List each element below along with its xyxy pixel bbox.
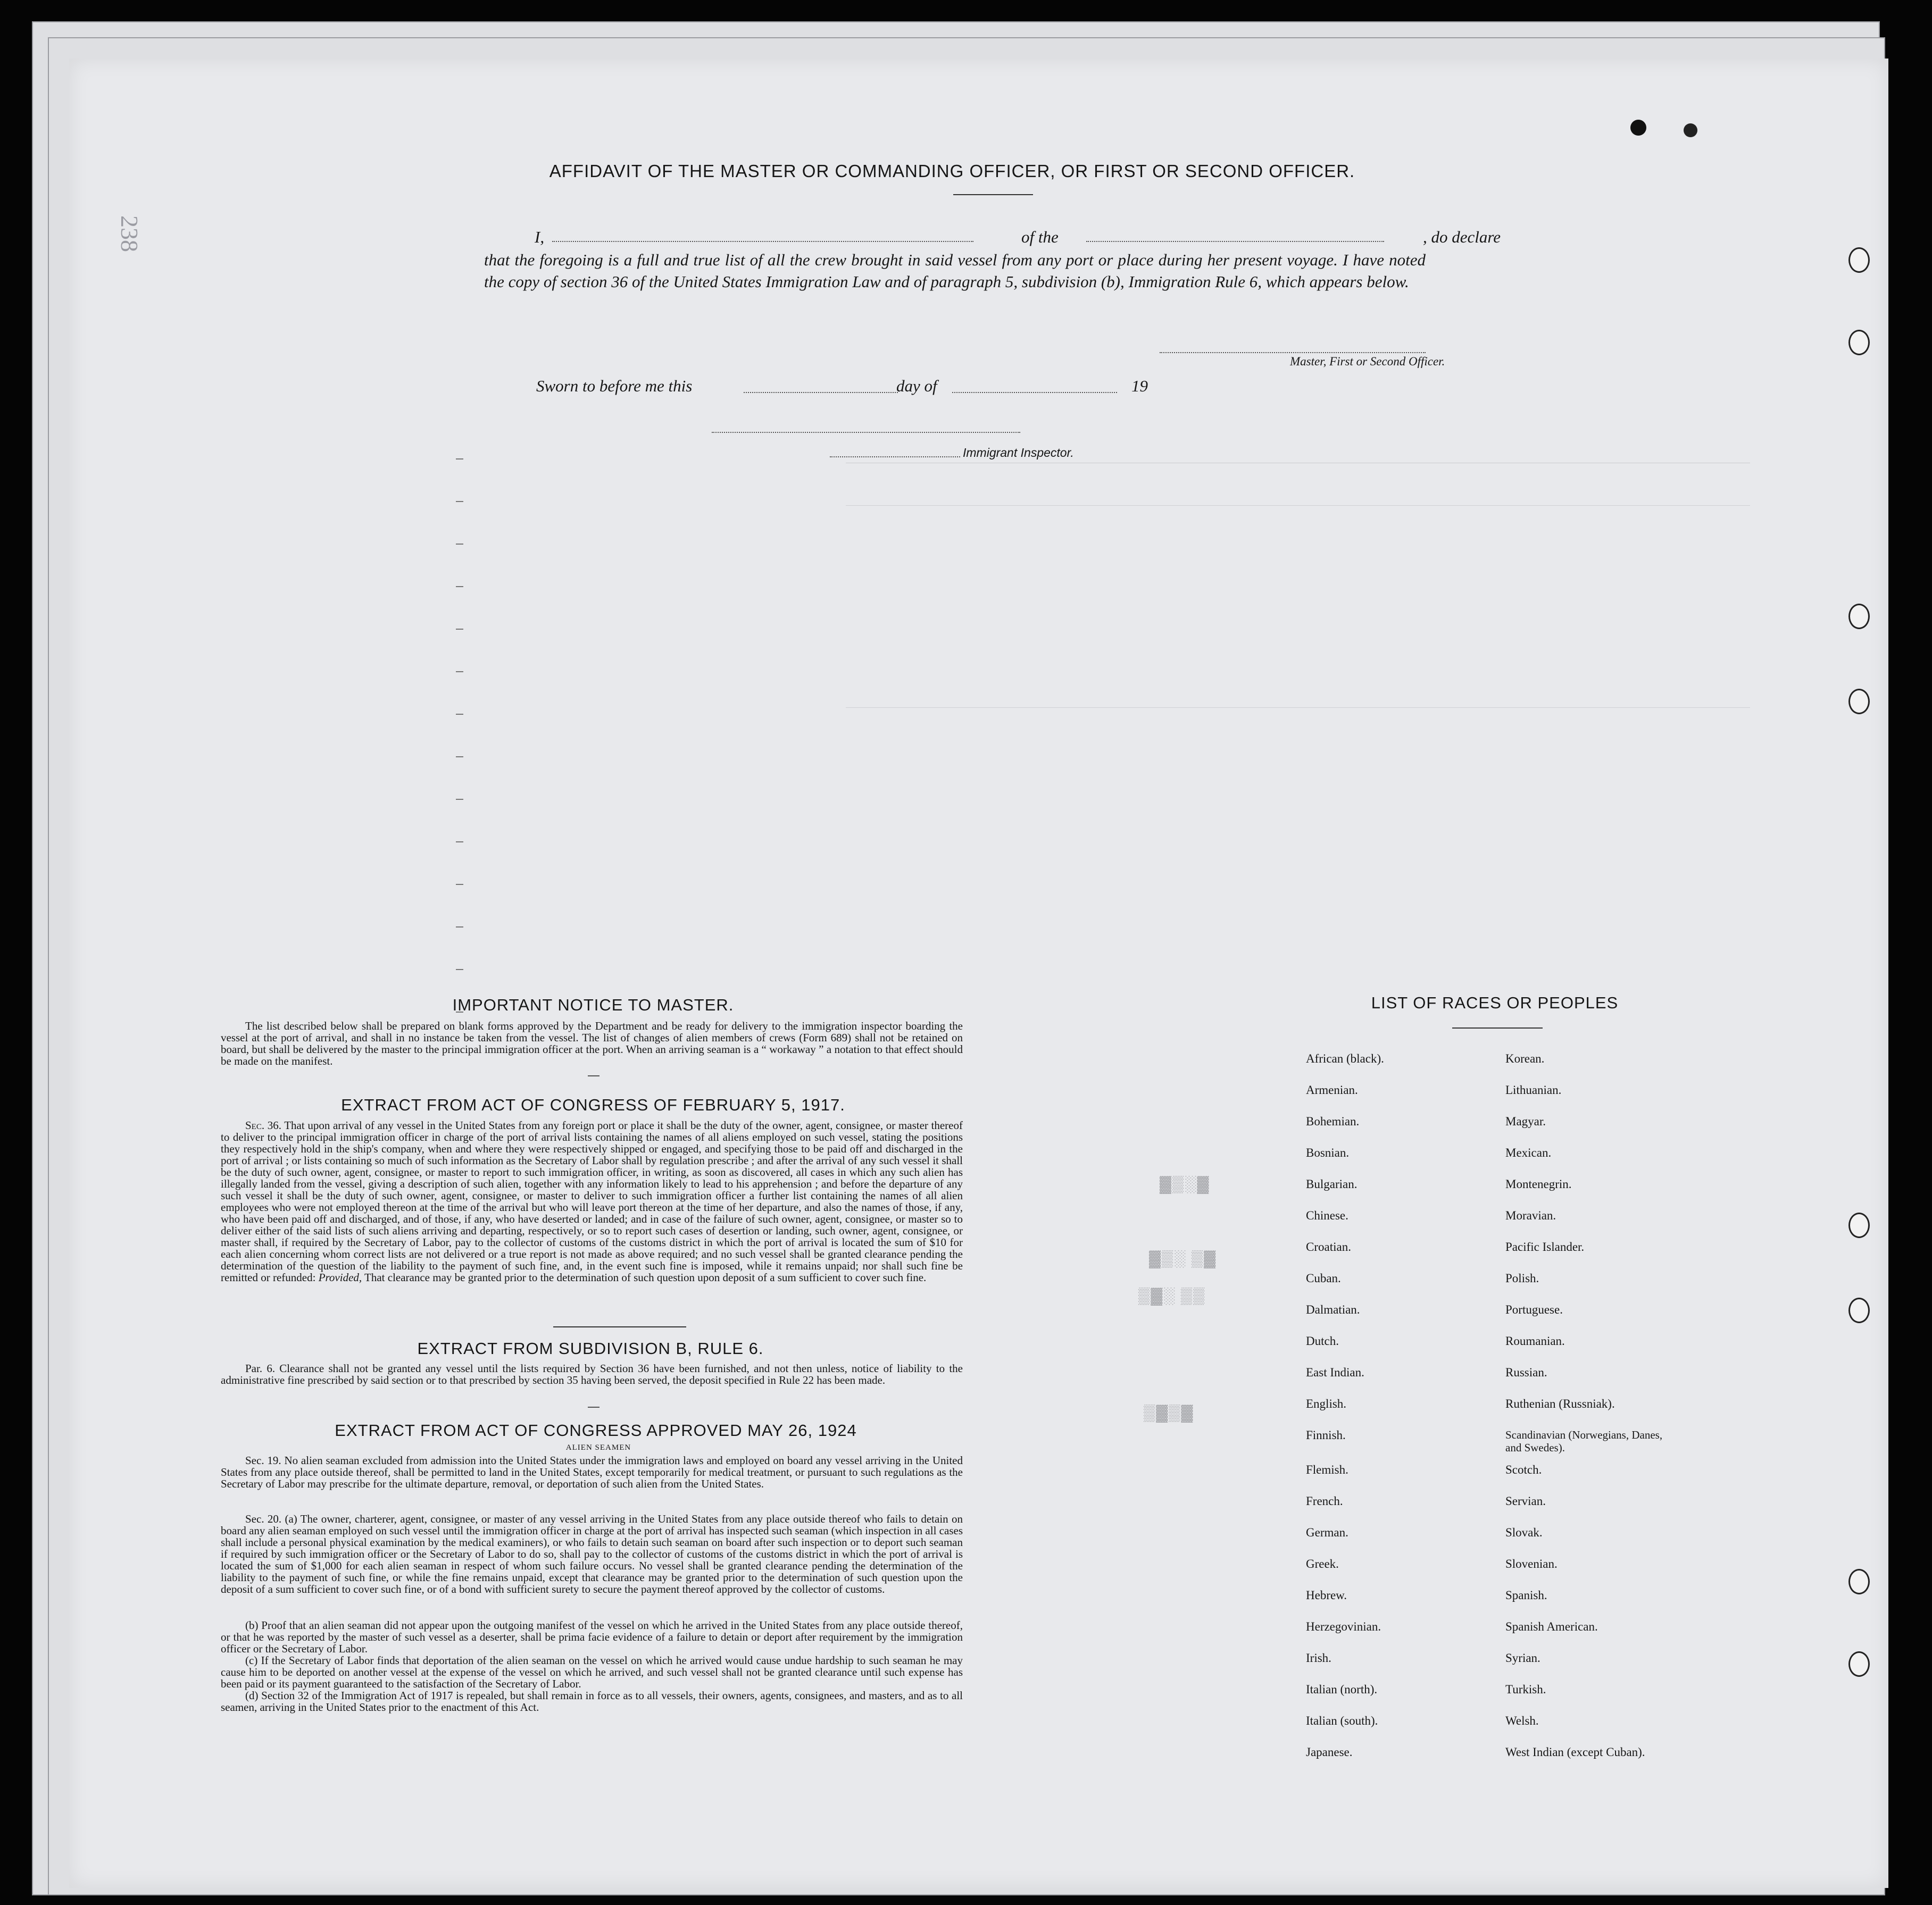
sworn-day-blank[interactable] [744,392,898,393]
margin-tick [456,884,463,885]
race-item: Mexican. [1505,1146,1552,1159]
extract-rule6-body: Par. 6. Clearance shall not be granted any vessel until the lists required by Section 36 have been furnished, and not then unless, notice of liability to the administrative fine prescribed by said section or to that prescribed by section 35 having been served, the deposit specified in Rule 22 has been made. [221,1362,963,1386]
inspector-dotted-leader [830,456,960,457]
sworn-text: Sworn to before me this [536,377,693,395]
sec20d-body: (d) Section 32 of the Immigration Act of 1917 is repealed, but shall remain in force as to all vessels, their owners, agents, consignees, and masters, and as to all seamen, arriving in the United States prior to the enactment of this Act. [221,1689,963,1714]
margin-tick [456,714,463,715]
binder-hole [1848,604,1870,629]
race-item: Chinese. [1306,1209,1348,1222]
document-page [69,59,1888,1888]
binder-hole [1848,1569,1870,1594]
race-item: Pacific Islander. [1505,1240,1585,1254]
margin-tick [456,969,463,970]
title-underline [953,194,1033,195]
margin-tick [456,501,463,502]
sec36-label: Sec. 36. [245,1119,281,1132]
affidavit-declare: , do declare [1423,228,1501,246]
race-item: Montenegrin. [1505,1177,1572,1191]
race-item: Greek. [1306,1557,1339,1570]
margin-tick [456,756,463,757]
race-item: German. [1306,1526,1348,1539]
races-title-underline [1452,1027,1543,1029]
race-item: Slovak. [1505,1526,1543,1539]
race-item: West Indian (except Cuban). [1505,1745,1645,1759]
year-prefix: 19 [1131,377,1148,395]
vessel-blank[interactable] [1086,241,1384,242]
race-item: Italian (north). [1306,1683,1378,1696]
binder-hole [1848,689,1870,714]
race-item: Russian. [1505,1366,1547,1379]
race-item: Hebrew. [1306,1589,1347,1602]
faint-stamp: ▒▓░ ▒▒ [1138,1287,1206,1305]
race-item: Portuguese. [1505,1303,1563,1316]
race-item: Magyar. [1505,1115,1546,1128]
faint-stamp: ▓▒░ ▒▓ [1149,1250,1217,1267]
sworn-month-blank[interactable] [952,392,1117,393]
divider [588,1407,599,1408]
affidavit-of-the: of the [1021,228,1059,246]
race-item: Scotch. [1505,1463,1542,1476]
punch-mark [1630,120,1646,136]
binder-hole [1848,330,1870,355]
race-item: Korean. [1505,1052,1545,1065]
affidavit-title: AFFIDAVIT OF THE MASTER OR COMMANDING OFFICER, OR FIRST OR SECOND OFFICER. [549,161,1355,181]
race-item: Polish. [1505,1272,1539,1285]
inspector-label: Immigrant Inspector. [963,446,1074,459]
faint-stamp: ▓▒░▓ [1160,1175,1210,1193]
show-through-line [846,505,1750,506]
race-item: Japanese. [1306,1745,1353,1759]
divider [588,1075,599,1076]
day-of-text: day of [896,377,937,395]
sec20a-body: Sec. 20. (a) The owner, charterer, agent, consignee, or master of any vessel arriving in the United States from any place outside thereof who fails to detain on board any alien seaman employed on such vessel until the immigration officer in charge at the port of arrival has inspected such seaman (which inspection in all cases shall include a personal physical examination by the medical examiners), or who fails to detain such seaman on board after such inspection or to deport such seaman if required by such immigration officer or the Secretary of Labor to do so, shall pay to the collector of customs of the customs district in which the port of arrival is located the sum of $1,000 for each alien seaman in respect of whom such failure occurs. No vessel shall be granted clearance pending the determination of the liability to the payment of such fine, or while the fine remains unpaid, except that clearance may be granted prior to the determination of such question upon the deposit of a sum sufficient to cover such fine, or of a bond with sufficient surety to secure the payment thereof approved by the collector of customs. [221,1513,963,1595]
name-blank[interactable] [552,241,973,242]
race-item: Dalmatian. [1306,1303,1360,1316]
race-item: Dutch. [1306,1334,1339,1348]
master-signature-line[interactable] [1160,352,1426,353]
margin-tick [456,671,463,672]
sec19-body: Sec. 19. No alien seaman excluded from admission into the United States under the immigration laws and employed on board any vessel arriving in the United States from any place outside thereof, shall be permitted to land in the United States, except temporarily for medical treatment, or pursuant to such regulations as the Secretary of Labor may prescribe for the ultimate departure, removal, or deportation of such alien from the United States. [221,1454,963,1490]
race-item: Croatian. [1306,1240,1351,1254]
extract-1924-title: EXTRACT FROM ACT OF CONGRESS APPROVED MAY 26, 1924 [335,1421,857,1440]
margin-tick [456,799,463,800]
race-item: Moravian. [1505,1209,1556,1222]
race-item: Herzegovinian. [1306,1620,1381,1633]
race-item: Bosnian. [1306,1146,1350,1159]
race-item: Servian. [1505,1494,1546,1508]
extract-rule6-title: EXTRACT FROM SUBDIVISION B, RULE 6. [417,1339,764,1358]
race-item: Slovenian. [1505,1557,1558,1570]
important-notice-title: IMPORTANT NOTICE TO MASTER. [452,996,734,1014]
binder-hole [1848,1298,1870,1323]
race-item: French. [1306,1494,1343,1508]
race-item: Italian (south). [1306,1714,1378,1727]
sec36-text: That upon arrival of any vessel in the United States from any foreign port or place it shall be the duty of the owner, agent, consignee, or master thereof to deliver to the principal immigration officer in charge of the port of arrival lists containing the names of all aliens employed on such vessel, stating the positions they respectively hold in the ship's company, when and where they were respectively shipped or engaged, and specifying those to be paid off and discharged in the port of arrival ; or lists containing so much of such information as the Secretary of Labor shall by regulation prescribe ; and after the arrival of any such vessel it shall be the duty of such owner, agent, consignee, or master to report to such immigration officer, in writing, as soon as discovered, all cases in which any such alien has illegally landed from the vessel, giving a description of such alien, together with any information likely to lead to his apprehension ; and before the departure of any such vessel it shall be the duty of such owner, agent, consignee, or master to deliver to such immigration officer a further list containing the names of all alien employees who were not employed thereon at the time of the arrival but who will leave port thereon at the time of her departure, and also the names of those, if any, who have been paid off and discharged, and of those, if any, who have deserted or landed; and in case of the failure of such owner, agent, consignee, or master so to deliver either of the said lists of such aliens arriving and departing, respectively, or so to report such cases of desertion or landing, such owner, agent, consignee, or master shall, if required by the Secretary of Labor, pay to the collector of customs of the customs district in which the port of arrival is located the sum of $10 for each alien concerning whom correct lists are not delivered or a true report is not made as above required; and no such vessel shall be granted clearance pending the determination of the question of the liability to the payment of such fine, and, in the event such fine is imposed, while it remains unpaid; nor shall such fine be remitted or refunded: [221,1119,963,1284]
race-item: Welsh. [1505,1714,1539,1727]
margin-tick [456,926,463,928]
race-item: Bohemian. [1306,1115,1360,1128]
race-item: Bulgarian. [1306,1177,1358,1191]
race-item: English. [1306,1397,1347,1410]
alien-seamen-subtitle: ALIEN SEAMEN [565,1443,631,1452]
race-item: Armenian. [1306,1083,1358,1097]
race-item: Cuban. [1306,1272,1341,1285]
race-item: Flemish. [1306,1463,1348,1476]
margin-tick [456,458,463,459]
race-item: Spanish American. [1505,1620,1598,1633]
affidavit-body: that the foregoing is a full and true list of all the crew brought in said vessel from any port or place during her present voyage. I have noted the copy of section 36 of the United States Immigration Law and of paragraph 5, subdivision (b), Immigration Rule 6, which appears below. [484,250,1426,291]
race-item: Turkish. [1505,1683,1546,1696]
extract-1917-title: EXTRACT FROM ACT OF CONGRESS OF FEBRUARY 5, 1917. [341,1096,845,1114]
race-item: African (black). [1306,1052,1384,1065]
race-item: Irish. [1306,1651,1331,1665]
sec20c-body: (c) If the Secretary of Labor finds that deportation of the alien seaman on the vessel on which he arrived would cause undue hardship to such seaman he may cause him to be deported on another vessel at the expense of the vessel on which he arrived, and such vessel shall not be granted clearance until such expense has been paid or its payment guaranteed to the satisfaction of the Secretary of Labor. [221,1654,963,1690]
race-item: Lithuanian. [1505,1083,1562,1097]
margin-tick [456,629,463,630]
race-item: Ruthenian (Russniak). [1505,1397,1615,1410]
race-item: Finnish. [1306,1428,1346,1442]
extract-1917-body [221,1119,963,1283]
margin-tick [456,841,463,842]
binder-hole [1848,1213,1870,1238]
races-title: LIST OF RACES OR PEOPLES [1371,993,1619,1012]
race-item: Scandinavian (Norwegians, Danes, and Swedes). [1505,1428,1663,1454]
race-item: Roumanian. [1505,1334,1565,1348]
important-notice-body: The list described below shall be prepared on blank forms approved by the Department and be ready for delivery to the immigration inspector boarding the vessel at the port of arrival, and shall in no instance be taken from the vessel. The list of changes of alien members of crews (Form 689) shall not be retained on board, but shall be delivered by the master to the principal immigration officer at the port. When an arriving seaman is a “ workaway ” a notation to that effect should be made on the manifest. [221,1020,963,1067]
faint-stamp: ▒▓▒▓ [1144,1404,1194,1422]
race-item: Syrian. [1505,1651,1540,1665]
sec36-provided: Provided, [318,1271,362,1284]
binder-hole [1848,1651,1870,1677]
margin-tick [456,544,463,545]
margin-number: 238 [116,215,143,252]
sec36-text-end: That clearance may be granted prior to the determination of such question upon deposit of a sum sufficient to cover such fine. [364,1271,927,1284]
divider [553,1326,686,1327]
punch-mark [1684,123,1697,137]
master-label: Master, First or Second Officer. [1290,355,1445,368]
affidavit-line-i: I, [535,228,545,246]
inspector-signature-line[interactable] [712,432,1020,433]
binder-hole [1848,247,1870,273]
race-item: Spanish. [1505,1589,1547,1602]
sec20b-body: (b) Proof that an alien seaman did not appear upon the outgoing manifest of the vessel on which he arrived in the United States from any place outside thereof, or that he was reported by the master of such vessel as a deserter, shall be prima facie evidence of a failure to detain or deport after requirement by the immigration officer or the Secretary of Labor. [221,1619,963,1655]
show-through-line [846,707,1750,708]
margin-tick [456,586,463,587]
race-item: East Indian. [1306,1366,1364,1379]
